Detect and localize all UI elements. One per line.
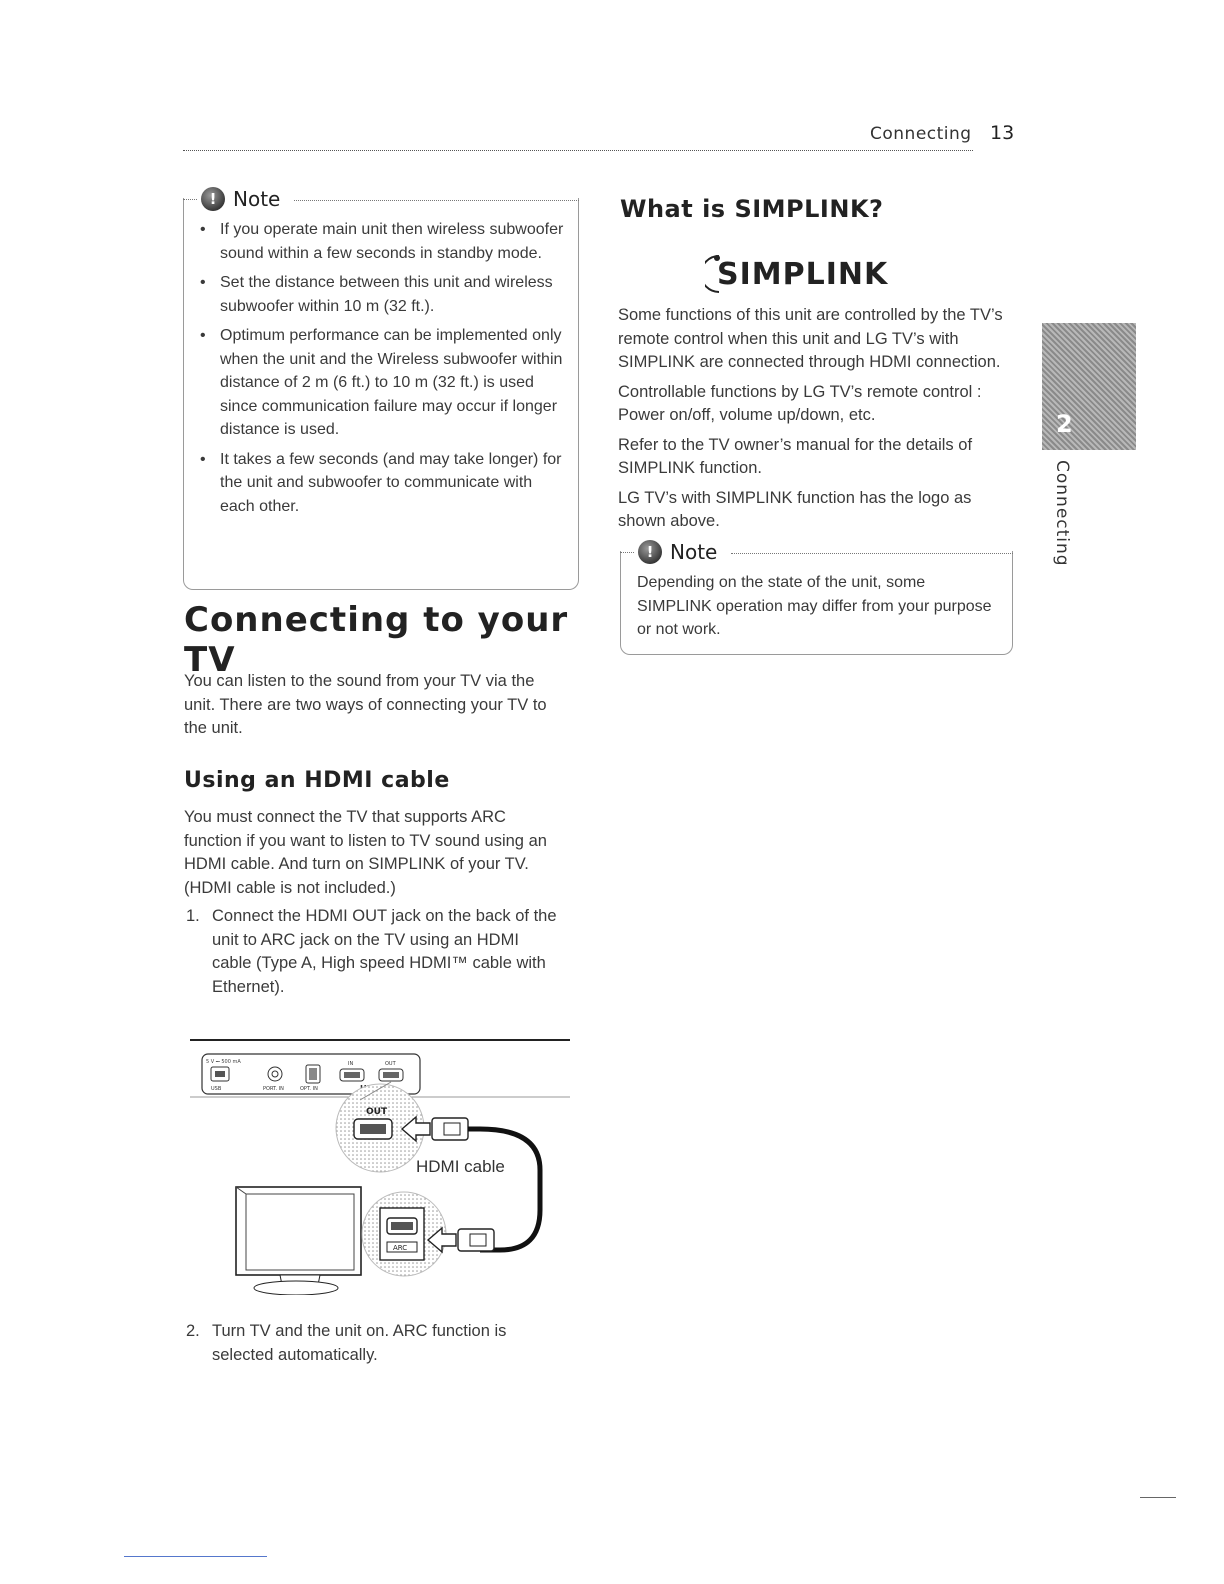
in-label: IN — [348, 1061, 354, 1067]
list-item: • If you operate main unit then wireless subwoofer sound within a few seconds in standby mode. — [200, 221, 564, 262]
port-in-label: PORT. IN — [263, 1086, 284, 1092]
step-number: 1. — [186, 907, 200, 925]
step-item — [184, 905, 560, 999]
page-number: 13 — [990, 122, 1015, 144]
step-number: 2. — [186, 1322, 200, 1340]
note-right-text: Depending on the state of the unit, some SIMPLINK operation may differ from your purpose or not work. — [637, 574, 992, 638]
chapter-label: Connecting — [1052, 460, 1072, 567]
exclamation-icon: ! — [638, 540, 662, 564]
simplink-body — [618, 304, 1018, 534]
note-left — [183, 186, 579, 590]
panel-small-text: 5 V ⎓ 500 mA — [206, 1059, 241, 1065]
note-right — [620, 539, 1013, 655]
note-left-box — [183, 198, 579, 590]
connecting-intro: You can listen to the sound from your TV via the unit. There are two ways of connecting your TV to the unit. — [184, 672, 547, 737]
hdmi-body: You must connect the TV that supports ARC function if you want to listen to TV sound using an HDMI cable. And turn on SIMPLINK of your TV. (HDMI cable is not included.) — [184, 808, 547, 897]
simplink-para-3: Refer to the TV owner’s manual for the details of SIMPLINK function. — [618, 435, 973, 477]
simplink-logo-graphic — [705, 248, 920, 298]
simplink-logo — [705, 248, 920, 302]
note-left-dash — [294, 200, 579, 201]
cable-label: HDMI cable — [416, 1157, 505, 1176]
note-item-text: Set the distance between this unit and wireless subwoofer within 10 m (32 ft.). — [220, 274, 553, 315]
note-left-title: Note — [233, 187, 281, 211]
list-item: • It takes a few seconds (and may take longer) for the unit and subwoofer to communicate with each other. — [200, 450, 562, 515]
hdmi-heading: Using an HDMI cable — [184, 768, 450, 793]
hdmi-connection-diagram — [180, 1030, 575, 1295]
simplink-logo-text: SIMPLINK — [717, 257, 889, 292]
note-right-box — [620, 551, 1013, 655]
exclamation-icon: ! — [201, 187, 225, 211]
simplink-heading: What is SIMPLINK? — [620, 195, 884, 223]
hdmi-steps-2 — [184, 1320, 560, 1367]
note-right-title: Note — [670, 540, 718, 564]
opt-in-label: OPT. IN — [300, 1086, 318, 1092]
note-left-leader — [183, 199, 197, 200]
chapter-number: 2 — [1056, 410, 1073, 438]
simplink-para-4: LG TV’s with SIMPLINK function has the logo as shown above. — [618, 488, 972, 530]
simplink-para-1: Some functions of this unit are controlled by the TV’s remote control when this unit and LG TV’s with SIMPLINK are connected through HDMI connection. — [618, 306, 1003, 371]
note-right-dash — [731, 553, 1013, 554]
out-label: OUT — [385, 1061, 396, 1067]
tv-stand — [254, 1281, 338, 1295]
step-text: Connect the HDMI OUT jack on the back of the unit to ARC jack on the TV using an HDMI cable (Type A, High speed HDMI™ cable with Ethernet). — [212, 907, 557, 996]
usb-label: USB — [211, 1086, 222, 1092]
note-item-text: Optimum performance can be implemented only when the unit and the Wireless subwoofer within distance of 2 m (6 ft.) to 10 m (32 ft.) is used since communication failure may occur if longer distance is used. — [220, 327, 563, 438]
note-item-text: It takes a few seconds (and may take longer) for the unit and subwoofer to communicate with each other. — [220, 450, 562, 515]
note-item-text: If you operate main unit then wireless subwoofer sound within a few seconds in standby mode. — [220, 221, 564, 262]
header-rule — [183, 150, 973, 151]
list-item: • Set the distance between this unit and wireless subwoofer within 10 m (32 ft.). — [200, 274, 553, 315]
page-section-title: Connecting — [870, 124, 972, 144]
step-text: Turn TV and the unit on. ARC function is selected automatically. — [212, 1322, 507, 1364]
note-left-list — [184, 218, 568, 518]
simplink-para-2: Controllable functions by LG TV’s remote control : Power on/off, volume up/down, etc. — [618, 382, 982, 424]
callout-out-label: OUT — [366, 1107, 388, 1117]
bottom-link-rule — [124, 1556, 267, 1557]
callout-arc-label: ARC — [393, 1244, 408, 1252]
list-item: • Optimum performance can be implemented only when the unit and the Wireless subwoofer within distance of 2 m (6 ft.) to 10 m (32 ft.) is used since communication failure may occur if longer distance is used. — [200, 327, 563, 438]
connecting-heading: Connecting to your TV — [184, 600, 569, 680]
hdmi-steps-1 — [184, 905, 560, 999]
corner-rule — [1140, 1497, 1176, 1498]
note-right-leader — [620, 552, 634, 553]
step-item — [184, 1320, 560, 1367]
